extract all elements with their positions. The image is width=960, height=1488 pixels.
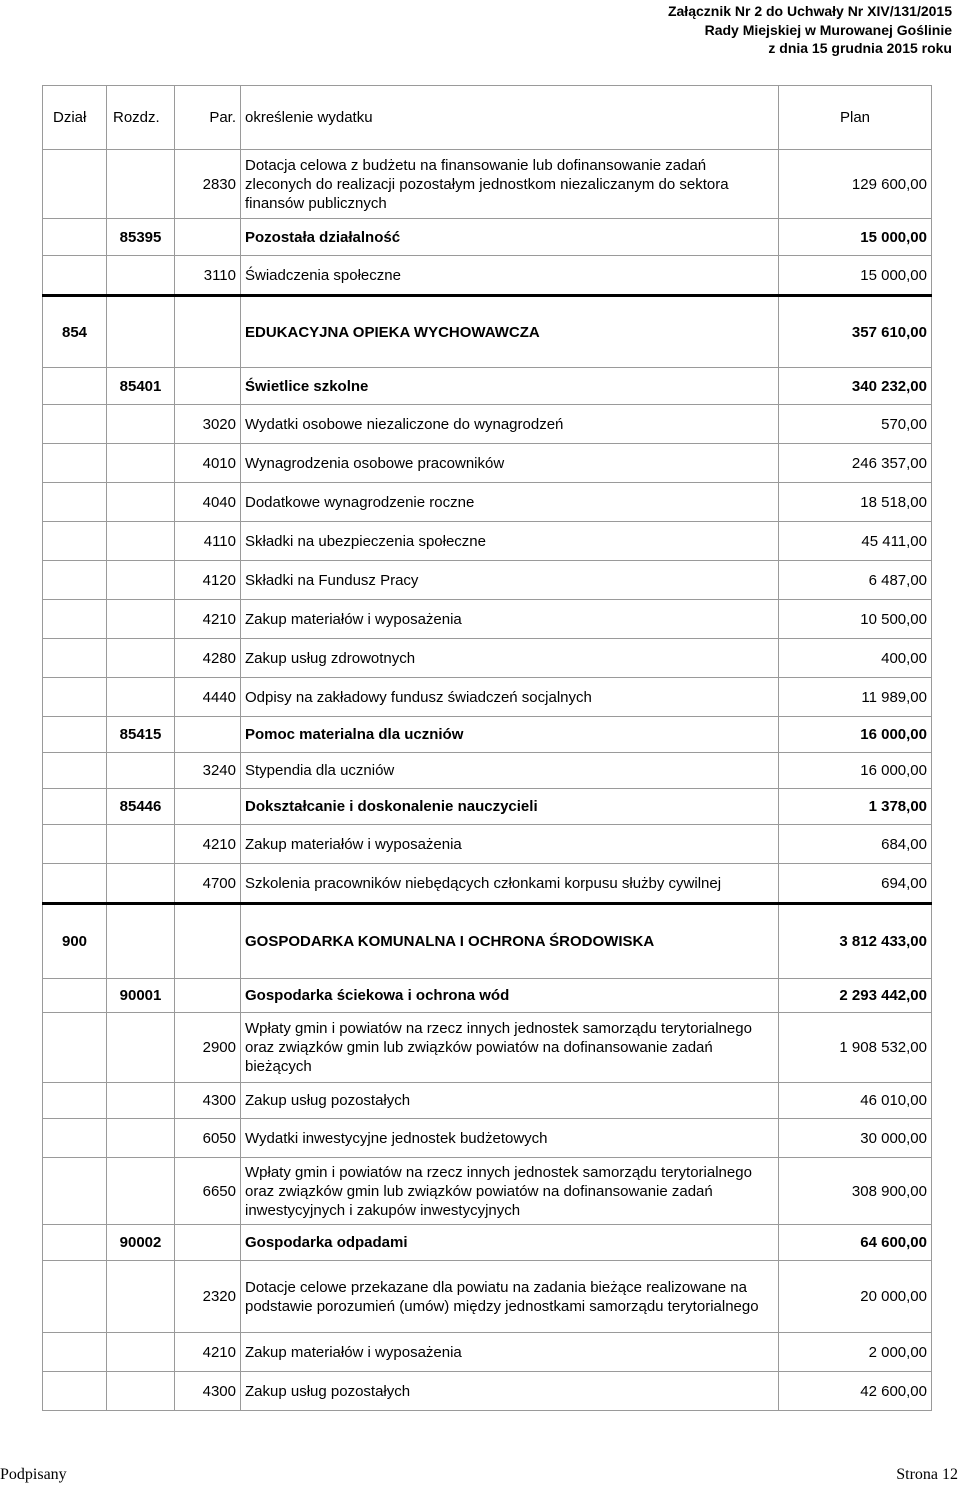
table-row xyxy=(43,904,932,979)
cell-plan: 10 500,00 xyxy=(779,600,932,639)
cell-plan: 570,00 xyxy=(779,405,932,444)
cell-par: 3020 xyxy=(175,405,241,444)
cell-desc: Dotacje celowe przekazane dla powiatu na zadania bieżące realizowane na podstawie porozumień (umów) między jednostkami samorządu terytorialnego xyxy=(241,1261,779,1333)
cell-rozdz xyxy=(107,296,175,368)
cell-desc: Składki na Fundusz Pracy xyxy=(241,561,779,600)
cell-dzial xyxy=(43,1119,107,1158)
cell-desc: GOSPODARKA KOMUNALNA I OCHRONA ŚRODOWISKA xyxy=(241,904,779,979)
cell-rozdz xyxy=(107,864,175,904)
cell-plan: 1 908 532,00 xyxy=(779,1013,932,1083)
header-line-1: Załącznik Nr 2 do Uchwały Nr XIV/131/2015 xyxy=(667,3,952,19)
table-row xyxy=(43,444,932,483)
cell-rozdz xyxy=(107,678,175,717)
cell-plan: 340 232,00 xyxy=(779,368,932,405)
cell-par: 6050 xyxy=(175,1119,241,1158)
header-line-3: z dnia 15 grudnia 2015 roku xyxy=(768,40,952,56)
cell-par: 4210 xyxy=(175,600,241,639)
table-row xyxy=(43,1083,932,1119)
cell-dzial xyxy=(43,1158,107,1225)
table-row xyxy=(43,150,932,219)
cell-desc: Dodatkowe wynagrodzenie roczne xyxy=(241,483,779,522)
cell-plan: 15 000,00 xyxy=(779,256,932,296)
cell-desc: Gospodarka ściekowa i ochrona wód xyxy=(241,979,779,1013)
col-header-rozdz: Rozdz. xyxy=(107,86,175,150)
cell-desc: Stypendia dla uczniów xyxy=(241,753,779,789)
cell-rozdz: 90001 xyxy=(107,979,175,1013)
cell-par: 4010 xyxy=(175,444,241,483)
cell-dzial xyxy=(43,1372,107,1411)
cell-desc: Zakup materiałów i wyposażenia xyxy=(241,1333,779,1372)
table-row xyxy=(43,639,932,678)
table-row xyxy=(43,296,932,368)
document-header xyxy=(668,2,952,58)
cell-desc: Pozostała działalność xyxy=(241,219,779,256)
cell-dzial xyxy=(43,717,107,753)
cell-desc: Wpłaty gmin i powiatów na rzecz innych jednostek samorządu terytorialnego oraz związków gmin lub związków powiatów na dofinansowanie zadań inwestycyjnych i zakupów inwestycyjnych xyxy=(241,1158,779,1225)
table-row xyxy=(43,825,932,864)
cell-rozdz xyxy=(107,904,175,979)
cell-dzial xyxy=(43,639,107,678)
cell-par: 4300 xyxy=(175,1083,241,1119)
table-row xyxy=(43,256,932,296)
table-row xyxy=(43,405,932,444)
cell-dzial xyxy=(43,444,107,483)
cell-rozdz xyxy=(107,150,175,219)
cell-dzial xyxy=(43,789,107,825)
cell-rozdz xyxy=(107,256,175,296)
cell-desc: Odpisy na zakładowy fundusz świadczeń socjalnych xyxy=(241,678,779,717)
cell-par: 4120 xyxy=(175,561,241,600)
cell-par: 4280 xyxy=(175,639,241,678)
cell-rozdz xyxy=(107,522,175,561)
cell-rozdz xyxy=(107,753,175,789)
cell-dzial xyxy=(43,1083,107,1119)
cell-dzial xyxy=(43,150,107,219)
cell-plan: 46 010,00 xyxy=(779,1083,932,1119)
cell-par: 3240 xyxy=(175,753,241,789)
cell-desc: Świadczenia społeczne xyxy=(241,256,779,296)
table-row xyxy=(43,522,932,561)
cell-desc: Wydatki inwestycyjne jednostek budżetowych xyxy=(241,1119,779,1158)
cell-par: 4300 xyxy=(175,1372,241,1411)
col-header-desc: określenie wydatku xyxy=(241,86,779,150)
cell-plan: 3 812 433,00 xyxy=(779,904,932,979)
cell-par xyxy=(175,368,241,405)
cell-rozdz xyxy=(107,483,175,522)
cell-plan: 64 600,00 xyxy=(779,1225,932,1261)
cell-par xyxy=(175,789,241,825)
cell-rozdz xyxy=(107,1158,175,1225)
cell-plan: 129 600,00 xyxy=(779,150,932,219)
cell-desc: Świetlice szkolne xyxy=(241,368,779,405)
footer-page-number: Strona 12 xyxy=(896,1466,958,1483)
cell-dzial: 900 xyxy=(43,904,107,979)
cell-rozdz xyxy=(107,444,175,483)
cell-par: 4110 xyxy=(175,522,241,561)
cell-dzial xyxy=(43,600,107,639)
cell-plan: 16 000,00 xyxy=(779,717,932,753)
cell-dzial xyxy=(43,405,107,444)
cell-rozdz xyxy=(107,600,175,639)
cell-rozdz xyxy=(107,561,175,600)
table-row xyxy=(43,1333,932,1372)
cell-par: 4210 xyxy=(175,1333,241,1372)
cell-desc: EDUKACYJNA OPIEKA WYCHOWAWCZA xyxy=(241,296,779,368)
cell-plan: 2 293 442,00 xyxy=(779,979,932,1013)
cell-rozdz xyxy=(107,1013,175,1083)
cell-rozdz: 85401 xyxy=(107,368,175,405)
cell-rozdz xyxy=(107,825,175,864)
cell-par: 4210 xyxy=(175,825,241,864)
cell-dzial xyxy=(43,219,107,256)
table-row xyxy=(43,368,932,405)
cell-par: 2320 xyxy=(175,1261,241,1333)
cell-rozdz xyxy=(107,1372,175,1411)
cell-par xyxy=(175,296,241,368)
table-row xyxy=(43,600,932,639)
cell-plan: 15 000,00 xyxy=(779,219,932,256)
cell-plan: 246 357,00 xyxy=(779,444,932,483)
cell-par: 4040 xyxy=(175,483,241,522)
table-row xyxy=(43,753,932,789)
cell-dzial xyxy=(43,1013,107,1083)
table-row xyxy=(43,1013,932,1083)
cell-plan: 11 989,00 xyxy=(779,678,932,717)
cell-rozdz: 85446 xyxy=(107,789,175,825)
cell-dzial xyxy=(43,1261,107,1333)
cell-desc: Zakup materiałów i wyposażenia xyxy=(241,600,779,639)
table-row xyxy=(43,1158,932,1225)
table-row xyxy=(43,1225,932,1261)
cell-par: 4440 xyxy=(175,678,241,717)
cell-dzial xyxy=(43,825,107,864)
cell-plan: 45 411,00 xyxy=(779,522,932,561)
cell-rozdz xyxy=(107,1261,175,1333)
table-row xyxy=(43,979,932,1013)
cell-dzial xyxy=(43,368,107,405)
budget-table xyxy=(42,85,932,1411)
cell-dzial xyxy=(43,678,107,717)
cell-plan: 400,00 xyxy=(779,639,932,678)
cell-desc: Wpłaty gmin i powiatów na rzecz innych jednostek samorządu terytorialnego oraz związków gmin lub związków powiatów na dofinansowanie zadań bieżących xyxy=(241,1013,779,1083)
table-row xyxy=(43,717,932,753)
table-row xyxy=(43,789,932,825)
table-row xyxy=(43,1119,932,1158)
cell-rozdz xyxy=(107,1119,175,1158)
cell-par: 6650 xyxy=(175,1158,241,1225)
cell-dzial xyxy=(43,1225,107,1261)
cell-par xyxy=(175,1225,241,1261)
footer-signed: Podpisany xyxy=(0,1466,67,1483)
cell-par: 4700 xyxy=(175,864,241,904)
cell-par xyxy=(175,904,241,979)
cell-desc: Zakup usług pozostałych xyxy=(241,1372,779,1411)
cell-desc: Zakup usług zdrowotnych xyxy=(241,639,779,678)
cell-desc: Wynagrodzenia osobowe pracowników xyxy=(241,444,779,483)
table-row xyxy=(43,678,932,717)
cell-plan: 684,00 xyxy=(779,825,932,864)
cell-plan: 357 610,00 xyxy=(779,296,932,368)
header-line-2: Rady Miejskiej w Murowanej Goślinie xyxy=(704,21,952,38)
cell-par: 2900 xyxy=(175,1013,241,1083)
cell-par: 2830 xyxy=(175,150,241,219)
cell-par xyxy=(175,717,241,753)
cell-rozdz: 85395 xyxy=(107,219,175,256)
cell-desc: Pomoc materialna dla uczniów xyxy=(241,717,779,753)
col-header-par: Par. xyxy=(175,86,241,150)
cell-plan: 16 000,00 xyxy=(779,753,932,789)
table-row xyxy=(43,1261,932,1333)
cell-desc: Wydatki osobowe niezaliczone do wynagrodzeń xyxy=(241,405,779,444)
cell-rozdz xyxy=(107,1333,175,1372)
cell-rozdz xyxy=(107,639,175,678)
cell-dzial xyxy=(43,1333,107,1372)
cell-desc: Gospodarka odpadami xyxy=(241,1225,779,1261)
cell-rozdz xyxy=(107,405,175,444)
table-row xyxy=(43,483,932,522)
cell-desc: Dotacja celowa z budżetu na finansowanie lub dofinansowanie zadań zleconych do realizacji pozostałym jednostkom niezaliczanym do sektora finansów publicznych xyxy=(241,150,779,219)
table-row xyxy=(43,561,932,600)
cell-plan: 18 518,00 xyxy=(779,483,932,522)
cell-desc: Zakup usług pozostałych xyxy=(241,1083,779,1119)
cell-plan: 694,00 xyxy=(779,864,932,904)
cell-plan: 6 487,00 xyxy=(779,561,932,600)
cell-dzial xyxy=(43,561,107,600)
cell-desc: Szkolenia pracowników niebędących członkami korpusu służby cywilnej xyxy=(241,864,779,904)
cell-dzial xyxy=(43,979,107,1013)
table-row xyxy=(43,864,932,904)
col-header-dzial: Dział xyxy=(43,86,107,150)
cell-rozdz xyxy=(107,1083,175,1119)
cell-rozdz: 90002 xyxy=(107,1225,175,1261)
cell-par: 3110 xyxy=(175,256,241,296)
cell-desc: Dokształcanie i doskonalenie nauczycieli xyxy=(241,789,779,825)
cell-desc: Składki na ubezpieczenia społeczne xyxy=(241,522,779,561)
cell-plan: 308 900,00 xyxy=(779,1158,932,1225)
table-header-row xyxy=(43,86,932,150)
table-row xyxy=(43,1372,932,1411)
cell-plan: 42 600,00 xyxy=(779,1372,932,1411)
cell-desc: Zakup materiałów i wyposażenia xyxy=(241,825,779,864)
cell-dzial xyxy=(43,753,107,789)
cell-plan: 20 000,00 xyxy=(779,1261,932,1333)
col-header-plan: Plan xyxy=(779,86,932,150)
cell-dzial xyxy=(43,522,107,561)
cell-dzial xyxy=(43,256,107,296)
cell-plan: 30 000,00 xyxy=(779,1119,932,1158)
cell-dzial xyxy=(43,483,107,522)
cell-par xyxy=(175,979,241,1013)
cell-plan: 1 378,00 xyxy=(779,789,932,825)
cell-dzial xyxy=(43,864,107,904)
cell-par xyxy=(175,219,241,256)
cell-rozdz: 85415 xyxy=(107,717,175,753)
cell-plan: 2 000,00 xyxy=(779,1333,932,1372)
table-row xyxy=(43,219,932,256)
cell-dzial: 854 xyxy=(43,296,107,368)
